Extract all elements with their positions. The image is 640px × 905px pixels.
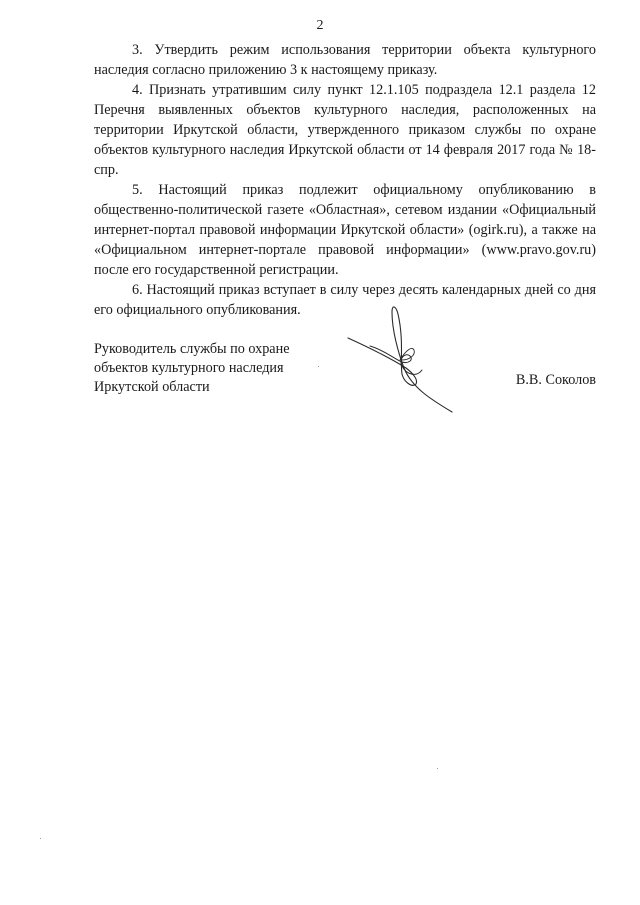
signer-position-line: Руководитель службы по охране <box>94 341 290 357</box>
body-text <box>94 40 596 320</box>
signer-position-line: Иркутской области <box>94 379 210 395</box>
scan-speck <box>318 366 319 367</box>
handwritten-signature <box>340 300 460 420</box>
signer-position <box>94 340 334 397</box>
paragraph-6: 6. Настоящий приказ вступает в силу через десять календарных дней со дня его официального опубликования. <box>94 282 596 318</box>
scan-speck <box>40 838 41 839</box>
page-number: 2 <box>316 18 324 33</box>
paragraph-3: 3. Утвердить режим использования территории объекта культурного наследия согласно приложению 3 к настоящему приказу. <box>94 42 596 78</box>
signer-position-line: объектов культурного наследия <box>94 360 284 376</box>
scan-speck <box>437 768 438 769</box>
paragraph-5: 5. Настоящий приказ подлежит официальному опубликованию в общественно-политической газете «Областная», сетевом издании «Официальный интернет-портал правовой информации Иркутской области» (ogirk.ru), а также на «Официальном интернет-портале правовой информации» (www.pravo.gov.ru) после его государственной регистрации. <box>94 182 596 278</box>
paragraph-4: 4. Признать утратившим силу пункт 12.1.105 подраздела 12.1 раздела 12 Перечня выявленных объектов культурного наследия, расположенных на территории Иркутской области, утвержденного приказом службы по охране объектов культурного наследия Иркутской области от 14 февраля 2017 года № 18-спр. <box>94 82 596 178</box>
signer-name: В.В. Соколов <box>515 372 596 388</box>
